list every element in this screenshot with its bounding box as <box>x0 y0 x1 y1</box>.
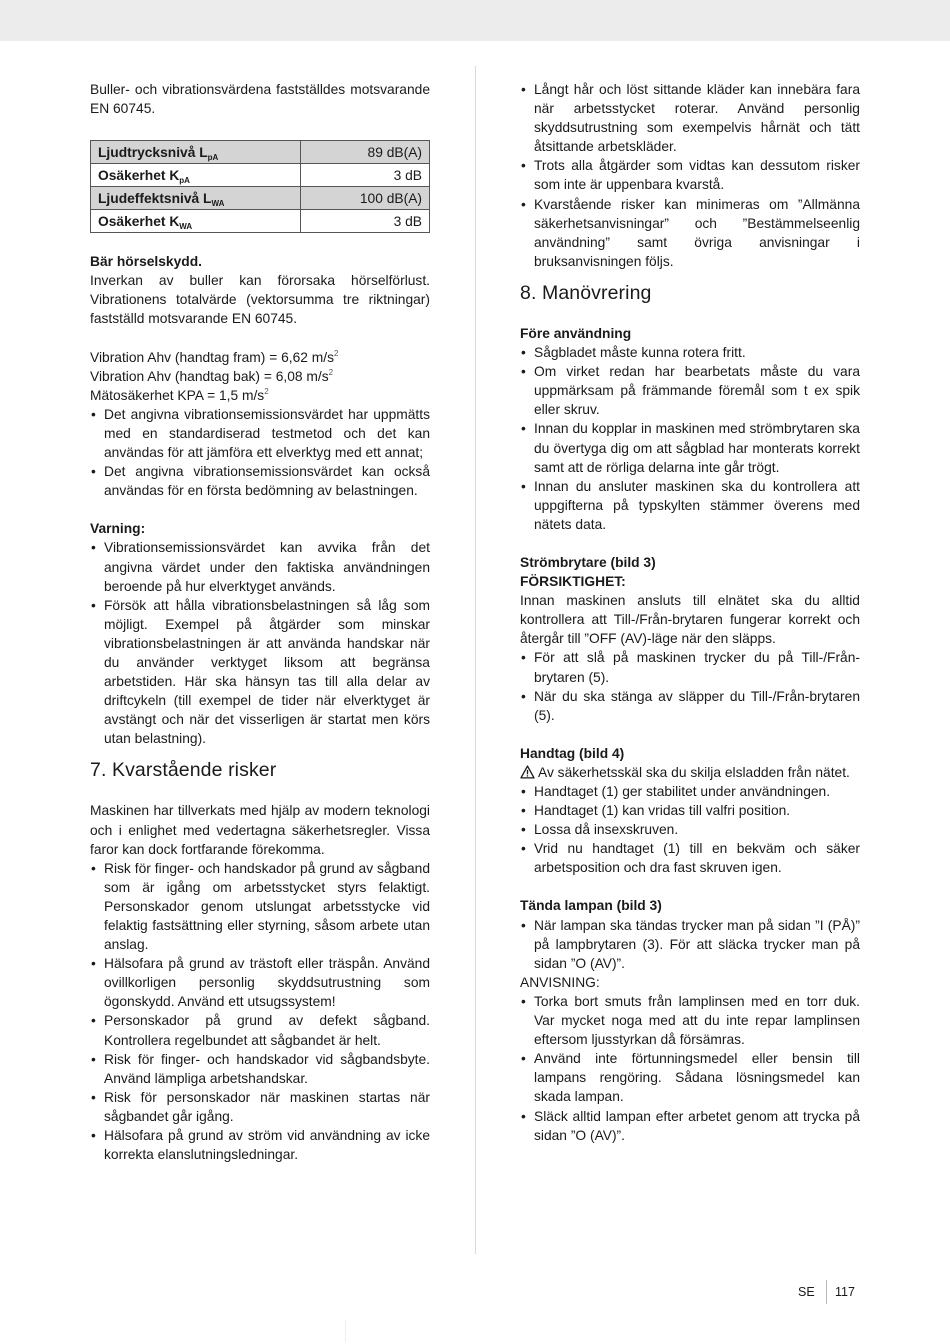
lamp-title: Tända lampan (bild 3) <box>520 898 662 914</box>
table-row <box>91 187 430 210</box>
lamp-note-title: ANVISNING: <box>520 974 600 990</box>
list-item: • Det angivna vibrationsemissionsvärdet kan också användas för en första bedömning av belastningen. <box>90 462 430 500</box>
list-item: • Trots alla åtgärder som vidtas kan dessutom risker som inte är uppenbara kvarstå. <box>520 156 860 194</box>
list-item: • Vibrationsemissionsvärdet kan avvika från det angivna värdet under den faktiska användningen beroende på hur elverktyget används. <box>90 538 430 595</box>
vibration-list <box>90 405 430 500</box>
list-item: • Långt hår och löst sittande kläder kan innebära fara när arbetsstycket roterar. Använd personlig skyddsutrustning som exempelvis hårnät och tätt åtsittande arbetskläder. <box>520 80 860 156</box>
footer-language: SE <box>798 1285 815 1299</box>
handle-warning: Av säkerhetsskäl ska du skilja elsladden från nätet. <box>520 763 860 782</box>
list-item: • Innan du kopplar in maskinen med strömbrytaren ska du övertyga dig om att sågblad har monterats korrekt samt att de rörliga delarna inte går trögt. <box>520 419 860 476</box>
handle-list <box>520 782 860 877</box>
row-label-sub: WA <box>179 221 193 231</box>
list-item: • Om virket redan har bearbetats måste du vara uppmärksam på främmande föremål som t ex spik eller skruv. <box>520 362 860 419</box>
hearing-title: Bär hörselskydd. <box>90 254 202 270</box>
row-label: Ljudtrycksnivå L <box>98 144 208 160</box>
row-value: 89 dB(A) <box>301 141 430 164</box>
row-label: Osäkerhet K <box>98 167 180 183</box>
row-label-sub: pA <box>179 175 190 185</box>
list-item: • Använd inte förtunningsmedel eller bensin till lampans rengöring. Sådana lösningsmedel kan skada lampan. <box>520 1049 860 1106</box>
switch-caution: FÖRSIKTIGHET: <box>520 574 626 590</box>
list-item: • Vrid nu handtaget (1) till en bekväm och säker arbetsposition och dra fast skruven igen. <box>520 839 860 877</box>
list-item: • Personskador på grund av defekt sågband. Kontrollera regelbundet att sågbandet är helt. <box>90 1011 430 1049</box>
before-use-list <box>520 343 860 534</box>
row-label-sub: pA <box>207 152 219 162</box>
row-value: 3 dB <box>301 210 430 233</box>
handle-title: Handtag (bild 4) <box>520 745 625 761</box>
list-item: • Risk för finger- och handskador på grund av sågband som är igång om arbetsstycket styrs felaktigt. Personskador genom utslungat arbetsstycke vid felaktig fastsättning eller styrning, såsom arbete utan anslag. <box>90 859 430 954</box>
section-7-title: 7. Kvarstående risker <box>90 759 277 782</box>
footer-separator <box>826 1280 827 1304</box>
list-item: • Risk för personskador när maskinen startas när sågbandet går igång. <box>90 1088 430 1126</box>
list-item: • Kvarstående risker kan minimeras om ”Allmänna säkerhetsanvisningar” och ”Bestämmelseenlig användning” samt övriga anvisningar i bruksanvisningen följs. <box>520 195 860 271</box>
list-item: • Handtaget (1) kan vridas till valfri position. <box>520 801 860 820</box>
list-item: • Hälsofara på grund av trästoft eller träspån. Använd ovillkorligen personlig skyddsutrustning som ögonskydd. Använd ett utsugssystem! <box>90 954 430 1011</box>
list-item: • Hälsofara på grund av ström vid användning av icke korrekta elanslutningsledningar. <box>90 1126 430 1164</box>
lamp-note-list <box>520 992 860 1145</box>
risk-list <box>90 859 430 1165</box>
noise-intro: Buller- och vibrationsvärdena fastställdes motsvarande EN 60745. <box>90 82 430 117</box>
list-item: • Försök att hålla vibrationsbelastningen så låg som möjligt. Exempel på åtgärder som minskar vibrationsbelastningen är att använda handskar när du använder verktyget liksom att begränsa arbetstiden. Här ska hänsyn tas till alla delar av driftcykeln (till exempel de tider när elverktyget är avstängt och när det visserligen är startat men körs utan belastning). <box>90 596 430 749</box>
before-use-title: Före användning <box>520 325 632 341</box>
crop-mark <box>345 1320 346 1342</box>
column-divider <box>475 66 476 1254</box>
list-item: • För att slå på maskinen trycker du på Till-/Från-brytaren (5). <box>520 648 860 686</box>
vibration-front: Vibration Ahv (handtag fram) = 6,62 $m/s^2$ <box>90 348 339 365</box>
row-label: Osäkerhet K <box>98 213 180 229</box>
row-label: Ljudeffektsnivå L <box>98 190 212 206</box>
section-8-title: 8. Manövrering <box>520 281 652 304</box>
row-value: 3 dB <box>301 164 430 187</box>
list-item: • Innan du ansluter maskinen ska du kontrollera att uppgifterna på typskylten stämmer överens med nätets data. <box>520 477 860 534</box>
lamp-list <box>520 916 860 973</box>
vibration-uncertainty: Mätosäkerhet KPA = 1,5 $m/s^2$ <box>90 386 269 403</box>
list-item: • Släck alltid lampan efter arbetet genom att trycka på sidan ”O (AV)”. <box>520 1107 860 1145</box>
list-item: • Lossa då insexskruven. <box>520 820 860 839</box>
row-label-sub: WA <box>211 198 225 208</box>
top-bar <box>0 0 950 41</box>
hearing-text: Inverkan av buller kan förorsaka hörselförlust. Vibrationens totalvärde (vektorsumma tre riktningar) fastställd motsvarande EN 60745. <box>90 273 430 327</box>
warning-triangle-icon <box>520 765 535 779</box>
vibration-back: Vibration Ahv (handtag bak) = 6,08 $m/s^2$ <box>90 367 334 384</box>
warning-list <box>90 538 430 748</box>
row-value: 100 dB(A) <box>301 187 430 210</box>
warning-title: Varning: <box>90 521 146 537</box>
list-item: • Handtaget (1) ger stabilitet under användningen. <box>520 782 860 801</box>
list-item: • Sågbladet måste kunna rotera fritt. <box>520 343 860 362</box>
switch-text: Innan maskinen ansluts till elnätet ska du alltid kontrollera att Till-/Från-brytaren fungerar korrekt och återgår till ”OFF (AV)-läge när den släpps. <box>520 593 860 647</box>
table-row <box>91 164 430 187</box>
noise-table <box>90 140 430 233</box>
left-column <box>90 80 430 1164</box>
table-row <box>91 141 430 164</box>
list-item: • Torka bort smuts från lamplinsen med en torr duk. Var mycket noga med att du inte repar lamplinsen eftersom ljusstyrkan då försämras. <box>520 992 860 1049</box>
list-item: • Det angivna vibrationsemissionsvärdet har uppmätts med en standardiserad testmetod och det kan användas för att jämföra ett elverktyg med ett annat; <box>90 405 430 462</box>
switch-title: Strömbrytare (bild 3) <box>520 554 656 570</box>
risk-list-continued <box>520 80 860 271</box>
list-item: • När du ska stänga av släpper du Till-/Från-brytaren (5). <box>520 687 860 725</box>
right-column <box>520 80 860 1145</box>
switch-list <box>520 648 860 724</box>
list-item: • Risk för finger- och handskador vid sågbandsbyte. Använd lämpliga arbetshandskar. <box>90 1050 430 1088</box>
list-item: • När lampan ska tändas trycker man på sidan ”I (PÅ)” på lampbrytaren (3). För att släcka trycker man på sidan ”O (AV)”. <box>520 916 860 973</box>
table-row <box>91 210 430 233</box>
page-number: 117 <box>835 1285 855 1299</box>
section-7-intro: Maskinen har tillverkats med hjälp av modern teknologi och i enlighet med vedertagna säkerhetsregler. Vissa faror kan dock fortfarande förekomma. <box>90 803 430 857</box>
